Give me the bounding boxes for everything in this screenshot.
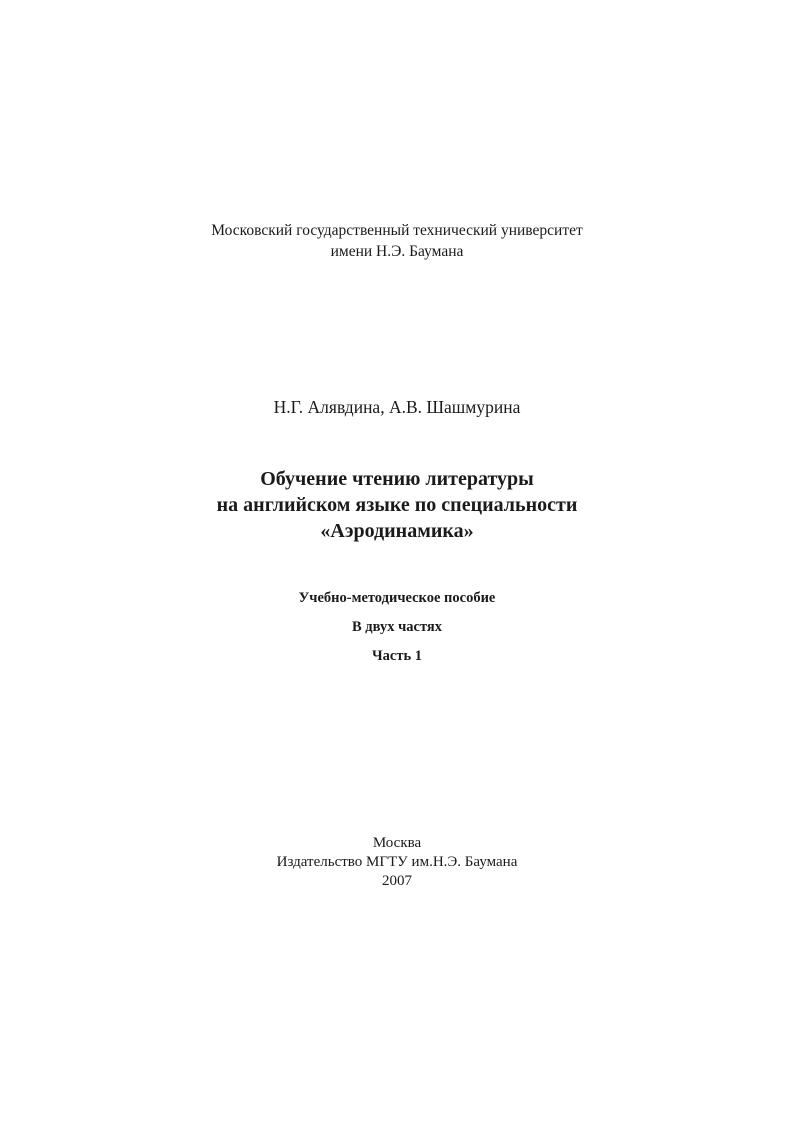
imprint-block <box>0 834 794 891</box>
institution-block <box>0 220 794 262</box>
part-number: Часть 1 <box>372 648 422 664</box>
title-line-1: Обучение чтению литературы <box>260 468 534 490</box>
institution-name: Московский государственный технический университет <box>211 222 583 239</box>
subtitle-block <box>0 588 794 675</box>
title-line-3: «Аэродинамика» <box>320 520 474 542</box>
parts-count: В двух частях <box>352 619 442 635</box>
book-title <box>0 466 794 544</box>
title-line-2: на английском языке по специальности <box>216 494 578 516</box>
institution-dedication: имени Н.Э. Баумана <box>330 243 464 260</box>
imprint-city: Москва <box>372 835 422 851</box>
publication-type: Учебно-методическое пособие <box>298 590 496 606</box>
imprint-publisher: Издательство МГТУ им.Н.Э. Баумана <box>276 854 518 870</box>
imprint-year: 2007 <box>382 873 412 889</box>
authors: Н.Г. Алявдина, А.В. Шашмурина <box>273 397 521 417</box>
